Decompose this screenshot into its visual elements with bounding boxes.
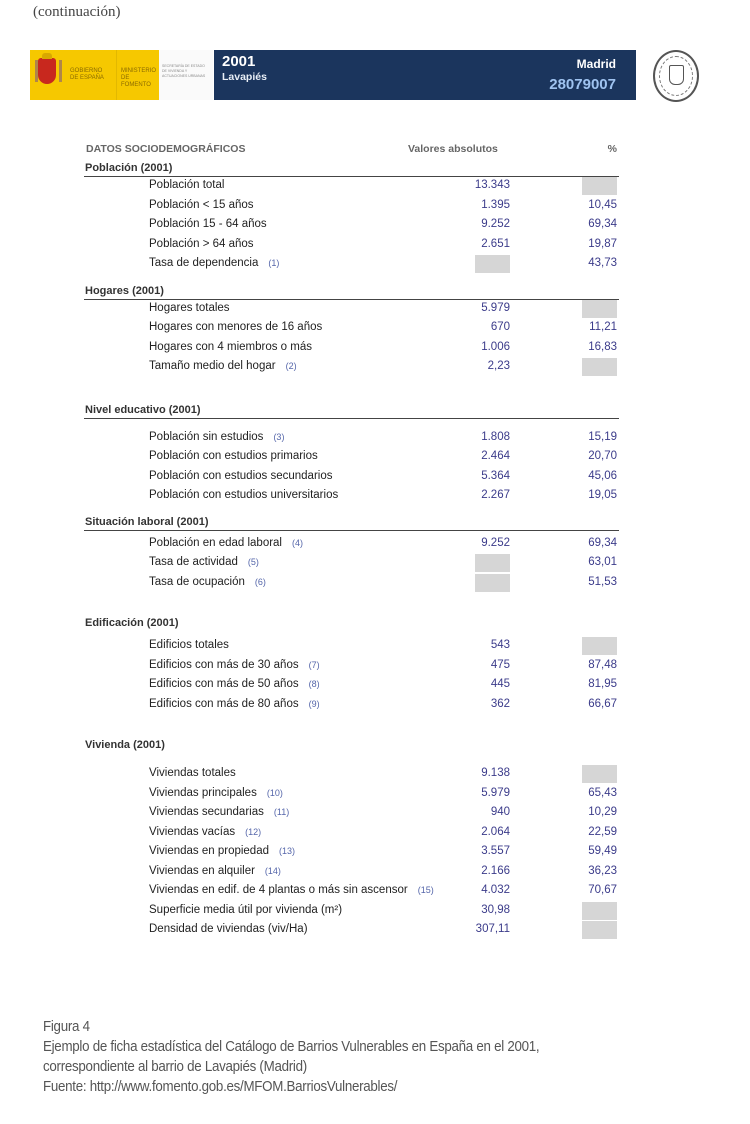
row-label-text: Hogares con 4 miembros o más xyxy=(149,340,312,353)
table-row xyxy=(84,177,619,197)
percent-value: 69,34 xyxy=(588,218,617,230)
table-sections xyxy=(84,160,619,941)
table-row xyxy=(84,236,619,256)
footnote-ref: (14) xyxy=(264,865,281,876)
percent-value: 20,70 xyxy=(588,450,617,462)
column-header-percent: % xyxy=(607,143,617,155)
header-banner xyxy=(30,50,636,100)
absolute-value: 362 xyxy=(490,697,510,710)
absolute-value: 3.557 xyxy=(481,845,510,857)
row-label-text: Edificios con más de 80 años xyxy=(149,697,299,710)
absolute-value: 1.395 xyxy=(481,198,510,211)
row-label-text: Población con estudios secundarios xyxy=(149,469,333,482)
footnote-ref: (2) xyxy=(285,361,297,371)
absolute-value: 5.979 xyxy=(481,786,510,799)
footnote-ref: (8) xyxy=(308,679,320,689)
absolute-value: 9.252 xyxy=(481,536,510,549)
empty-cell xyxy=(582,765,617,783)
absolute-value: 307,11 xyxy=(475,923,510,935)
footnote-ref: (11) xyxy=(273,807,290,817)
row-label xyxy=(149,431,284,443)
empty-cell xyxy=(475,255,510,273)
footnote-ref: (9) xyxy=(308,698,320,709)
table-section xyxy=(84,737,619,941)
percent-value: 70,67 xyxy=(588,884,617,896)
percent-value: 19,05 xyxy=(588,489,617,501)
footnote-ref: (3) xyxy=(273,431,285,442)
empty-cell xyxy=(582,902,617,920)
table-row xyxy=(84,765,619,785)
absolute-value: 2.166 xyxy=(481,864,510,877)
absolute-value: 543 xyxy=(490,639,510,651)
absolute-value: 5.979 xyxy=(481,301,510,314)
table-row xyxy=(84,468,619,488)
row-label xyxy=(149,659,320,671)
percent-value: 81,95 xyxy=(588,678,617,690)
percent-value: 66,67 xyxy=(588,697,617,710)
table-row xyxy=(84,657,619,677)
row-label-text: Tasa de actividad xyxy=(149,556,238,568)
table-row xyxy=(84,637,619,657)
table-header xyxy=(84,140,619,160)
row-label-text: Viviendas secundarias xyxy=(149,806,264,818)
table-row xyxy=(84,197,619,217)
row-label xyxy=(149,470,332,482)
row-label-text: Población sin estudios xyxy=(149,430,264,443)
table-row xyxy=(84,339,619,359)
row-label-text: Población en edad laboral xyxy=(149,536,282,549)
row-label xyxy=(149,537,303,549)
footnote-ref: (13) xyxy=(279,846,296,856)
section-title: Situación laboral (2001) xyxy=(84,514,619,531)
caption-source: Fuente: http://www.fomento.gob.es/MFOM.BarriosVulnerables/ xyxy=(43,1079,398,1095)
table-row xyxy=(84,554,619,574)
percent-value: 15,19 xyxy=(588,430,617,443)
percent-value: 45,06 xyxy=(588,469,617,482)
table-row xyxy=(84,487,619,507)
row-label-text: Población con estudios universitarios xyxy=(149,489,339,501)
percent-value: 19,87 xyxy=(588,237,617,250)
row-label xyxy=(149,904,342,916)
title-band xyxy=(214,50,636,100)
footnote-ref: (4) xyxy=(292,537,303,548)
row-label xyxy=(149,678,320,690)
table-row xyxy=(84,804,619,824)
percent-value: 59,49 xyxy=(588,845,617,857)
row-label-text: Población 15 - 64 años xyxy=(149,218,267,230)
row-label-text: Población total xyxy=(149,179,225,191)
table-row xyxy=(84,696,619,716)
row-label-text: Tasa de dependencia xyxy=(149,257,259,269)
percent-value: 16,83 xyxy=(588,340,617,353)
empty-cell xyxy=(582,177,617,195)
row-label-text: Viviendas en alquiler xyxy=(149,864,255,877)
row-label-text: Edificios con más de 30 años xyxy=(149,658,299,671)
row-label xyxy=(149,489,338,501)
table-row xyxy=(84,824,619,844)
percent-value: 43,73 xyxy=(588,257,617,269)
figure-number: Figura 4 xyxy=(43,1019,90,1035)
absolute-value: 475 xyxy=(490,658,510,671)
footnote-ref: (12) xyxy=(245,826,262,837)
row-label-text: Viviendas en propiedad xyxy=(149,845,269,857)
absolute-value: 30,98 xyxy=(481,903,510,916)
caption-line-1: Ejemplo de ficha estadística del Catálogo de Barrios Vulnerables en España en el 2001, xyxy=(43,1039,540,1055)
row-label-text: Viviendas totales xyxy=(149,767,236,779)
absolute-value: 670 xyxy=(490,321,510,333)
continuation-label: (continuación) xyxy=(33,4,121,20)
table-row xyxy=(84,535,619,555)
row-label xyxy=(149,884,434,896)
table-row xyxy=(84,358,619,378)
row-label xyxy=(149,179,224,191)
percent-value: 65,43 xyxy=(588,786,617,799)
row-label xyxy=(149,806,289,818)
row-label xyxy=(149,341,312,353)
table-row xyxy=(84,429,619,449)
absolute-value: 9.138 xyxy=(481,767,510,779)
footnote-ref: (6) xyxy=(254,576,266,587)
row-label-text: Tasa de ocupación xyxy=(149,575,245,588)
barrio-code: 28079007 xyxy=(549,76,616,93)
figure-caption xyxy=(43,1017,710,1097)
secretaria-logo xyxy=(159,50,213,100)
table-row xyxy=(84,921,619,941)
row-label xyxy=(149,238,254,250)
section-title: Nivel educativo (2001) xyxy=(84,402,619,419)
table-row xyxy=(84,902,619,922)
year-label: 2001 xyxy=(222,53,256,70)
row-label xyxy=(149,826,261,838)
row-label-text: Hogares con menores de 16 años xyxy=(149,321,323,333)
footnote-ref: (7) xyxy=(308,659,320,670)
row-label xyxy=(149,576,266,588)
row-label xyxy=(149,787,283,799)
row-label-text: Viviendas principales xyxy=(149,786,257,799)
table-row xyxy=(84,843,619,863)
percent-value: 69,34 xyxy=(588,536,617,549)
table-section xyxy=(84,514,619,594)
table-row xyxy=(84,574,619,594)
percent-value: 87,48 xyxy=(588,658,617,671)
absolute-value: 9.252 xyxy=(481,218,510,230)
section-title: Edificación (2001) xyxy=(85,617,179,629)
section-title: Vivienda (2001) xyxy=(85,739,165,751)
absolute-value: 2.651 xyxy=(481,237,510,250)
percent-value: 11,21 xyxy=(589,321,617,333)
secretaria-text: SECRETARÍA DE ESTADO DE VIVIENDA Y ACTUACIONES URBANAS xyxy=(162,64,206,78)
percent-value: 51,53 xyxy=(588,575,617,588)
row-label-text: Densidad de viviendas (viv/Ha) xyxy=(149,923,308,935)
row-label xyxy=(149,639,229,651)
table-section xyxy=(84,160,619,275)
table-row xyxy=(84,882,619,902)
sociodemographic-table xyxy=(84,140,619,941)
row-label-text: Edificios totales xyxy=(149,639,229,651)
table-section xyxy=(84,283,619,378)
row-label-text: Superficie media útil por vivienda (m²) xyxy=(149,903,343,916)
city-label: Madrid xyxy=(576,57,616,71)
table-row xyxy=(84,216,619,236)
row-label-text: Población < 15 años xyxy=(149,198,254,211)
row-label xyxy=(149,199,254,211)
table-row xyxy=(84,319,619,339)
absolute-value: 1.808 xyxy=(481,430,510,443)
row-label xyxy=(149,698,320,710)
row-label xyxy=(149,556,259,568)
empty-cell xyxy=(475,554,510,572)
row-label-text: Viviendas en edif. de 4 plantas o más sin ascensor xyxy=(149,884,408,896)
row-label-text: Población con estudios primarios xyxy=(149,450,318,462)
footnote-ref: (15) xyxy=(417,885,434,895)
table-row xyxy=(84,785,619,805)
row-label xyxy=(149,923,308,935)
absolute-value: 5.364 xyxy=(481,469,510,482)
percent-value: 10,45 xyxy=(588,198,617,211)
row-label xyxy=(149,845,295,857)
coat-of-arms-icon xyxy=(38,58,56,84)
table-section xyxy=(84,402,619,507)
percent-value: 22,59 xyxy=(588,825,617,838)
footnote-ref: (10) xyxy=(266,787,283,798)
absolute-value: 445 xyxy=(490,678,510,690)
row-label xyxy=(149,360,297,372)
footnote-ref: (1) xyxy=(268,258,280,268)
table-row xyxy=(84,448,619,468)
row-label xyxy=(149,302,230,314)
section-title: Población (2001) xyxy=(84,160,619,177)
ministerio-text: MINISTERIO DE FOMENTO xyxy=(121,68,157,88)
pillar-icon xyxy=(59,60,62,82)
row-label-text: Tamaño medio del hogar xyxy=(149,360,276,372)
percent-value: 36,23 xyxy=(588,864,617,877)
madrid-city-seal-icon xyxy=(653,50,699,102)
column-header-data: DATOS SOCIODEMOGRÁFICOS xyxy=(86,143,246,155)
row-label-text: Población > 64 años xyxy=(149,237,254,250)
table-row xyxy=(84,676,619,696)
empty-cell xyxy=(475,574,510,592)
barrio-label: Lavapiés xyxy=(222,71,267,83)
percent-value: 10,29 xyxy=(588,806,617,818)
row-label xyxy=(149,865,281,877)
absolute-value: 2.064 xyxy=(481,825,510,838)
table-row xyxy=(84,300,619,320)
absolute-value: 13.343 xyxy=(474,179,510,191)
absolute-value: 940 xyxy=(490,806,510,818)
percent-value: 63,01 xyxy=(588,556,617,568)
absolute-value: 2.267 xyxy=(481,489,510,501)
section-title: Hogares (2001) xyxy=(84,283,619,300)
absolute-value: 1.006 xyxy=(481,340,510,353)
table-row xyxy=(84,863,619,883)
table-section xyxy=(84,615,619,715)
row-label xyxy=(149,450,318,462)
empty-cell xyxy=(582,637,617,655)
footnote-ref: (5) xyxy=(247,557,259,567)
row-label-text: Viviendas vacías xyxy=(149,825,236,838)
row-label-text: Edificios con más de 50 años xyxy=(149,678,299,690)
table-row xyxy=(84,255,619,275)
absolute-value: 2.464 xyxy=(481,450,510,462)
empty-cell xyxy=(582,300,617,318)
ministerio-logo xyxy=(116,50,159,100)
row-label-text: Hogares totales xyxy=(149,301,230,314)
row-label xyxy=(149,257,279,269)
caption-line-2: correspondiente al barrio de Lavapiés (Madrid) xyxy=(43,1059,307,1075)
gobierno-text: GOBIERNO DE ESPAÑA xyxy=(70,68,104,81)
absolute-value: 4.032 xyxy=(481,884,510,896)
column-header-absolute: Valores absolutos xyxy=(408,143,498,155)
row-label xyxy=(149,218,267,230)
absolute-value: 2,23 xyxy=(487,360,510,372)
empty-cell xyxy=(582,358,617,376)
empty-cell xyxy=(582,921,617,939)
row-label xyxy=(149,321,322,333)
row-label xyxy=(149,767,236,779)
